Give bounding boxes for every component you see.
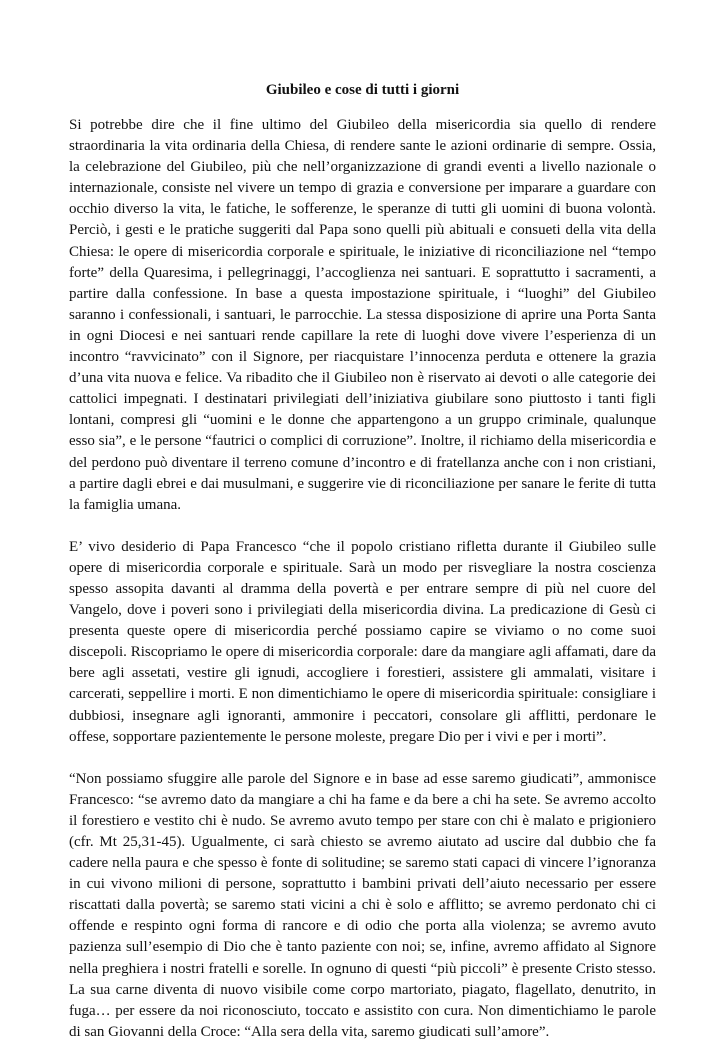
paragraph-3: “Non possiamo sfuggire alle parole del Signore e in base ad esse saremo giudicati”, ammonisce Francesco: “se avremo dato da mangiare a chi ha fame e da bere a chi ha sete. Se avremo accolto il forestiero e vestito chi è nudo. Se avremo avuto tempo per stare con chi è malato e prigioniero (cfr. Mt 25,31-45). Ugualmente, ci sarà chiesto se avremo aiutato ad uscire dal dubbio che fa cadere nella paura e che spesso è fonte di solitudine; se saremo stati capaci di vincere l’ignoranza in cui vivono milioni di persone, soprattutto i bambini privati dell’aiuto necessario per essere riscattati dalla povertà; se saremo stati vicini a chi è solo e afflitto; se avremo perdonato chi ci offende e respinto ogni forma di rancore e di odio che porta alla violenza; se avremo avuto pazienza sull’esempio di Dio che è tanto paziente con noi; se, infine, avremo affidato al Signore nella preghiera i nostri fratelli e sorelle. In ognuno di questi “più piccoli” è presente Cristo stesso. La sua carne diventa di nuovo visibile come corpo martoriato, piagato, flagellato, denutrito, in fuga… per essere da noi riconosciuto, toccato e assistito con cura. Non dimentichiamo le parole di san Giovanni della Croce: “Alla sera della vita, saremo giudicati sull’amore”. xyxy=(69,770,656,1040)
document-title: Giubileo e cose di tutti i giorni xyxy=(265,82,460,98)
paragraph-2: E’ vivo desiderio di Papa Francesco “che il popolo cristiano rifletta durante il Giubileo sulle opere di misericordia corporale e spirituale. Sarà un modo per risvegliare la nostra coscienza spesso assopita davanti al dramma della povertà e per entrare sempre di più nel cuore del Vangelo, dove i poveri sono i privilegiati della misericordia divina. La predicazione di Gesù ci presenta queste opere di misericordia perché possiamo capire se viviamo o no come suoi discepoli. Riscopriamo le opere di misericordia corporale: dare da mangiare agli affamati, dare da bere agli assetati, vestire gli ignudi, accogliere i forestieri, assistere gli ammalati, visitare i carcerati, seppellire i morti. E non dimentichiamo le opere di misericordia spirituale: consigliare i dubbiosi, insegnare agli ignoranti, ammonire i peccatori, consolare gli afflitti, perdonare le offese, sopportare pazientemente le persone moleste, pregare Dio per i vivi e per i morti”. xyxy=(69,538,656,745)
paragraph-1: Si potrebbe dire che il fine ultimo del Giubileo della misericordia sia quello di rendere straordinaria la vita ordinaria della Chiesa, di rendere sante le azioni ordinarie di sempre. Ossia, la celebrazione del Giubileo, più che nell’organizzazione di grandi eventi a livello nazionale o internazionale, consiste nel vivere un tempo di grazia e conversione per imparare a guardare con occhio diverso la vita, le fatiche, le sofferenze, le speranze di tutti gli uomini di buona volontà. Perciò, i gesti e le pratiche suggeriti dal Papa sono quelli più abituali e consueti della vita della Chiesa: le opere di misericordia corporale e spirituale, le iniziative di riconciliazione nel “tempo forte” della Quaresima, i pellegrinaggi, l’accoglienza nei santuari. E soprattutto i sacramenti, a partire dalla confessione. In base a questa impostazione spirituale, i “luoghi” del Giubileo saranno i confessionali, i santuari, le parrocchie. La stessa disposizione di aprire una Porta Santa in ogni Diocesi e nei santuari rende capillare la rete di luoghi dove vivere l’esperienza di un incontro “ravvicinato” con il Signore, per riacquistare l’innocenza perduta e ottenere la grazia d’una vita nuova e felice. Va ribadito che il Giubileo non è riservato ai devoti o alle categorie dei cattolici impegnati. I destinatari privilegiati dell’iniziativa giubilare sono piuttosto i tanti figli lontani, compresi gli “uomini e le donne che appartengono a un gruppo criminale, qualunque esso sia”, e le persone “fautrici o complici di corruzione”. Inoltre, il richiamo della misericordia e del perdono può diventare il terreno comune d’incontro e di fratellanza anche con i non cristiani, a partire dagli ebrei e dai musulmani, e suggerire vie di riconciliazione per sanare le ferite di tutta la famiglia umana. xyxy=(69,117,656,513)
